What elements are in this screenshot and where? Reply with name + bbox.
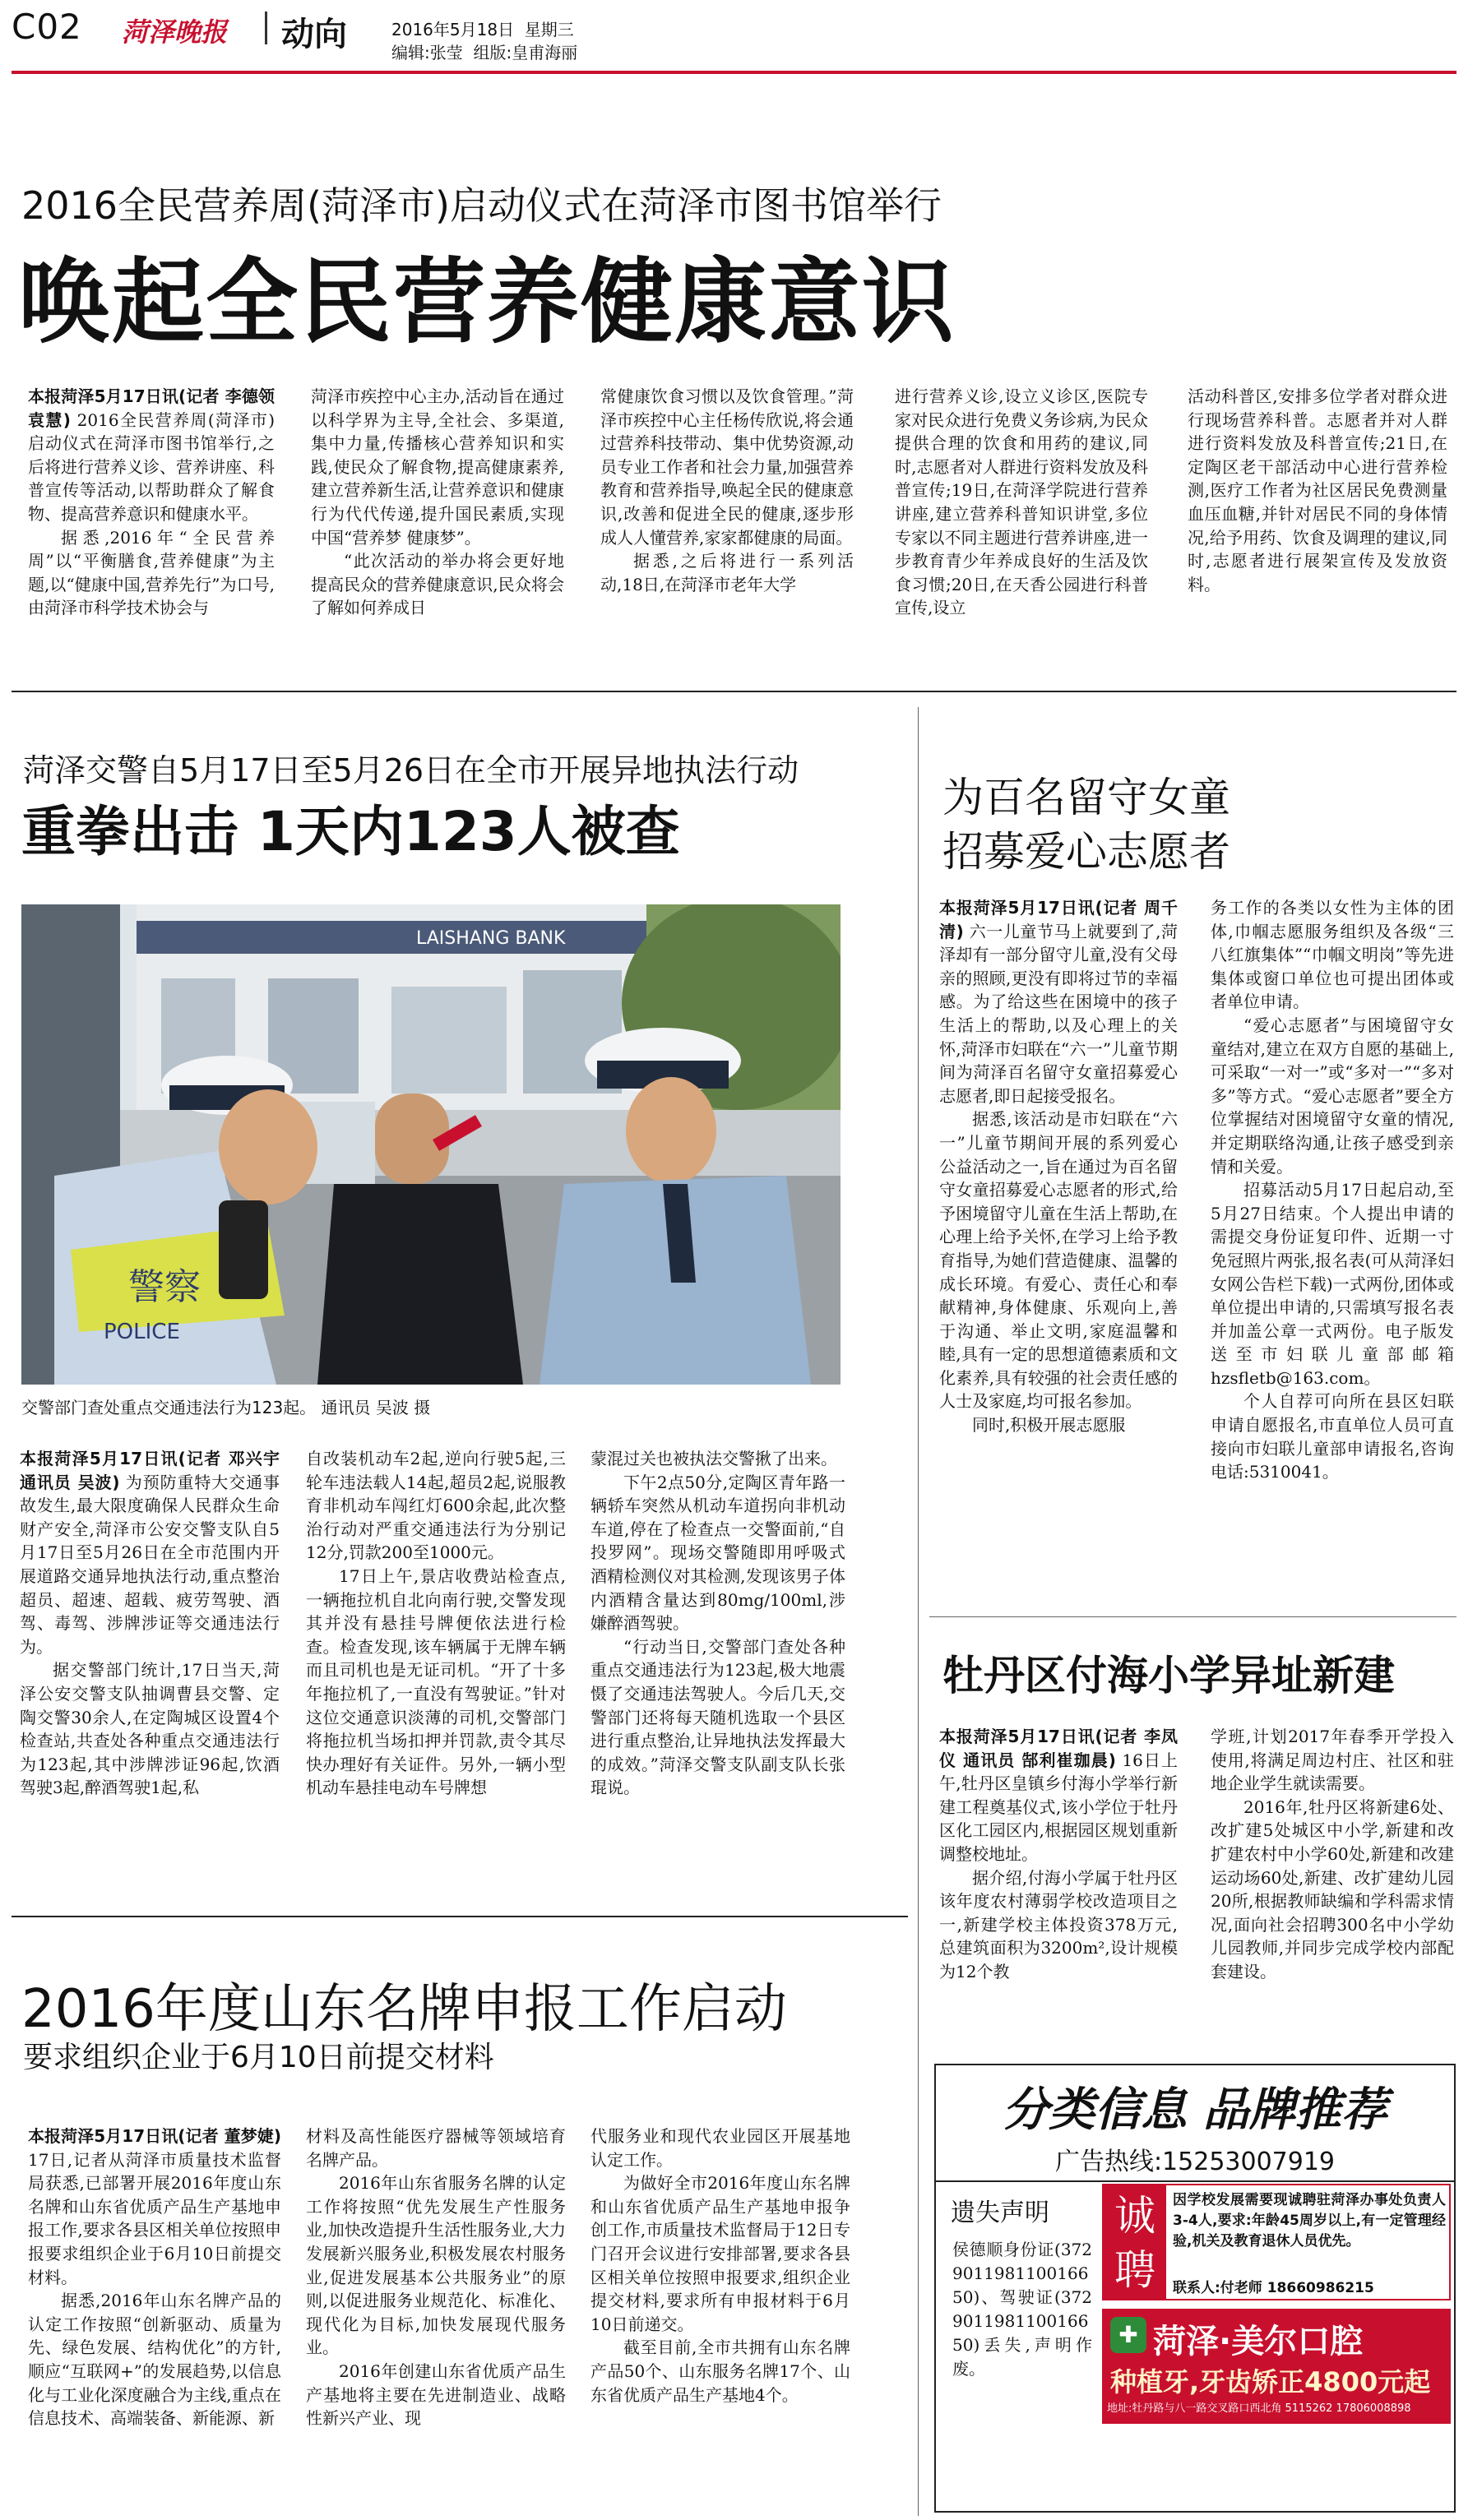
article2-headline: 重拳出击 1天内123人被查 [21,800,680,863]
article5-text: 2016年创建山东省优质产品生产基地将主要在先进制造业、战略性新兴产业、现 [306,2360,566,2429]
dental-ad [1102,2309,1451,2424]
article2-text: 据交警部门统计,17日当天,菏泽公安交警支队抽调曹县交警、定陶交警30余人,在定陶城区设置4个检查站,共查处各种重点交通违法行为123起,其中涉牌涉证96起,饮酒驾驶3起,醉酒驾驶1起,私 [20,1660,280,1798]
dental-tooth-icon: ✚ [1110,2317,1146,2353]
classifieds-title: 分类信息 品牌推荐 [1003,2083,1387,2137]
article3-headline-line2: 招募爱心志愿者 [942,828,1230,876]
article1-text: “此次活动的举办将会更好地提高民众的营养健康意识,民众将会了解如何养成日 [311,551,564,618]
article5-text: 17日,记者从菏泽市质量技术监督局获悉,已部署开展2016年度山东名牌和山东省优质产品生产基地申报工作,要求各县区相关单位按照申报要求组织企业于6月10日前提交材料。 [28,2149,281,2287]
article3-text: 个人自荐可向所在县区妇联申请自愿报名,市直单位人员可直接向市妇联儿童部申请报名,咨询电话:5310041。 [1211,1391,1454,1482]
issue-weekday: 星期三 [524,20,574,39]
column-divider [918,707,919,2516]
recruit-contact: 联系人:付老师 18660986215 [1173,2280,1374,2296]
article2-col-3 [590,1447,845,1896]
article4-text: 据介绍,付海小学属于牡丹区该年度农村薄弱学校改造项目之一,新建学校主体投资378万元,总建筑面积为3200m²,设计规模为12个教 [939,1867,1178,1981]
recruit-text: 因学校发展需要现诚聘驻菏泽办事处负责人3-4人,要求:年龄45周岁以上,有一定管理经验,机关及教育退休人员优先。 [1173,2192,1446,2250]
article2-text: 自改装机动车2起,逆向行驶5起,三轮车违法载人14起,超员2起,说服教育非机动车闯红灯600余起,此次整治行动对严重交通违法行为分别记12分,罚款200至1000元。 [306,1449,566,1563]
photo-vest-text-police-en: POLICE [104,1320,180,1344]
article3-headline-line1: 为百名留守女童 [942,774,1230,821]
article2-text: 下午2点50分,定陶区青年路一辆轿车突然从机动车道拐向非机动车道,停在了检查点一交警面前,“自投罗网”。现场交警随即用呼吸式酒精检测仪对其检测,发现该男子体内酒精含量达到80mg/100ml,涉嫌醉酒驾驶。 [590,1472,845,1634]
designer-name: 组版:皇甫海丽 [473,43,578,62]
classifieds-title-rule [936,2180,1454,2182]
article2-byline: 本报菏泽5月17日讯(记者 邓兴宇 通讯员 吴波) [20,1449,280,1492]
page-code: C02 [12,7,82,47]
classifieds-hotline: 广告热线:15253007919 [1054,2148,1336,2176]
article1-text: 进行营养义诊,设立义诊区,医院专家对民众进行免费义务诊病,为民众提供合理的饮食和用药的建议,同时,志愿者对人群进行资料发放及科普宣传;19日,在菏泽学院进行营养讲座,建立营养科普知识讲堂,多位专家以不同主题进行营养讲座,进一步教育青少年养成良好的生活及饮食习惯;20日,在天香公园进行科普宣传,设立 [895,386,1148,618]
article4-col-1 [939,1725,1178,2054]
photo-vest-text-police-cn: 警察 [128,1266,201,1308]
article5-subhead: 要求组织企业于6月10日前提交材料 [23,2041,494,2074]
article2-col-2 [306,1447,566,1896]
editor-name: 编辑:张莹 [391,43,463,62]
article5-col-1 [28,2125,281,2511]
recruit-ad [1102,2184,1451,2300]
article4-col-2 [1211,1725,1454,2054]
issue-date [391,16,574,40]
article2-text: 17日上午,景店收费站检查点,一辆拖拉机自北向南行驶,交警发现其并没有悬挂号牌便依法进行检查。检查发现,该车辆属于无牌车辆而且司机也是无证司机。“开了十多年拖拉机了,一直没有驾驶证。”针对这位交通意识淡薄的司机,交警部门将拖拉机当场扣押并罚款,责令其尽快办理好有关证件。另外,一辆小型机动车悬挂电动车号牌想 [306,1565,566,1798]
article1-col-2 [311,385,564,664]
masthead-divider [265,12,267,44]
article4-text: 2016年,牡丹区将新建6处、改扩建5处城区中小学,新建和改扩建农村中小学60处,新建和改建运动场60处,新建、改扩建幼儿园20所,根据教师缺编和学科需求情况,面向社会招聘300名中小学幼儿园教师,并同步完成学校内部配套建设。 [1211,1796,1454,1981]
news-photo [21,904,841,1385]
article3-text: 六一儿童节马上就要到了,菏泽却有一部分留守儿童,没有父母亲的照顾,更没有即将过节的幸福感。为了给这些在困境中的孩子生活上的帮助,以及心理上的关怀,菏泽市妇联在“六一”儿童节期间为菏泽百名留守女童招募爱心志愿者,即日起接受报名。 [939,921,1178,1106]
article3-text: 据悉,该活动是市妇联在“六一”儿童节期间开展的系列爱心公益活动之一,旨在通过为百名留守女童招募爱心志愿者的形式,给予困境留守儿童在生活上帮助,在心理上给予关怀,在学习上给予教育指导,为她们营造健康、温馨的成长环境。有爱心、责任心和奉献精神,身体健康、乐观向上,善于沟通、举止文明,家庭温馨和睦,具有一定的思想道德素质和文化素养,具有较强的社会责任感的人士及家庭,均可报名参加。 [939,1109,1178,1412]
article3-col-2 [1211,896,1454,1620]
article5-byline: 本报菏泽5月17日讯(记者 董梦婕) [28,2126,281,2146]
article5-col-3 [590,2125,850,2511]
article3-byline: 本报菏泽5月17日讯(记者 周千清) [939,898,1178,941]
article5-text: 材料及高性能医疗器械等领域培育名牌产品。 [306,2126,566,2170]
article1-text: 菏泽市疾控中心主办,活动旨在通过以科学界为主导,全社会、多渠道,集中力量,传播核心营养知识和实践,使民众了解食物,提高健康素养,建立营养新生活,让营养意识和健康行为代代传递,提升国民素质,实现中国“营养梦 健康梦”。 [311,386,564,548]
article1-col-1 [28,385,275,664]
article1-bottom-rule [12,691,1456,692]
article1-col-5 [1188,385,1447,664]
news-photo-illustration [21,904,841,1385]
article5-col-2 [306,2125,566,2511]
masthead-rule [12,71,1456,74]
lost-notice-title: 遗失声明 [951,2199,1049,2227]
article1-text: 常健康饮食习惯以及饮食管理。”菏泽市疾控中心主任杨传欣说,将会通过营养科技带动、集中优势资源,动员专业工作者和社会力量,加强营养教育和营养指导,唤起全民的健康意识,改善和促进全民的健康,逐步形成人人懂营养,家家都健康的局面。 [600,386,854,548]
photo-bank-sign: LAISHANG BANK [416,928,566,949]
recruit-badge: 诚聘 [1104,2185,1166,2299]
article1-col-4 [895,385,1148,664]
article2-kicker: 菏泽交警自5月17日至5月26日在全市开展异地执法行动 [23,752,799,788]
article1-kicker: 2016全民营养周(菏泽市)启动仪式在菏泽市图书馆举行 [21,183,942,228]
article3-text: 招募活动5月17日起启动,至5月27日结束。个人提出申请的需提交身份证复印件、近期一寸免冠照片两张,报名表(可从菏泽妇女网公告栏下载)一式两份,团体或单位提出申请的,只需填写报名表并加盖公章一式两份。电子版发送至市妇联儿童部邮箱hzsfletb@163.com。 [1211,1180,1454,1388]
article2-col-1 [20,1447,280,1896]
article5-text: 据悉,2016年山东名牌产品的认定工作按照“创新驱动、质量为先、绿色发展、结构优化”的方针,顺应“互联网+”的发展趋势,以信息化与工业化深度融合为主线,重点在信息技术、高端装备、新能源、新 [28,2291,281,2429]
article5-headline: 2016年度山东名牌申报工作启动 [21,1979,787,2040]
article1-text: 据悉,之后将进行一系列活动,18日,在菏泽市老年大学 [600,551,854,594]
article3-text: “爱心志愿者”与困境留守女童结对,建立在双方自愿的基础上,可采取“一对一”或“多对一”“多对多”等方式。“爱心志愿者”要全方位掌握结对困境留守女童的情况,并定期联络沟通,让孩子感受到亲情和关爱。 [1211,1015,1454,1177]
article3-text: 同时,积极开展志愿服 [972,1415,1126,1436]
article1-text: 活动科普区,安排多位学者对群众进行现场营养科普。志愿者并对人群进行资料发放及科普宣传;21日,在定陶区老干部活动中心进行营养检测,医疗工作者为社区居民免费测量血压血糖,并针对居民不同的身体情况,给予用药、饮食及调理的建议,同时,志愿者进行展架宣传及发放资料。 [1188,386,1447,594]
article1-byline: 本报菏泽5月17日讯(记者 李德领 袁慧) [28,386,275,430]
article2-text: 蒙混过关也被执法交警揪了出来。 [590,1449,837,1468]
photo-caption: 交警部门查处重点交通违法行为123起。 通讯员 吴波 摄 [21,1398,431,1417]
article5-text: 截至目前,全市共拥有山东名牌产品50个、山东服务名牌17个、山东省优质产品生产基地4个。 [590,2337,850,2405]
article4-text: 16日上午,牡丹区皇镇乡付海小学举行新建工程奠基仪式,该小学位于牡丹区化工园区内,根据园区规划重新调整校地址。 [939,1750,1178,1864]
article3-col-1 [939,896,1178,1620]
lost-notice-text: 侯德顺身份证(372901198110016650)、驾驶证(372901198110016650)丢失,声明作废。 [952,2240,1092,2379]
article4-headline: 牡丹区付海小学异址新建 [942,1652,1395,1699]
article5-top-rule [12,1916,908,1917]
article3-bottom-rule [929,1616,1456,1617]
article5-text: 代服务业和现代农业园区开展基地认定工作。 [590,2126,850,2170]
article1-col-3 [600,385,854,664]
article2-text: “行动当日,交警部门查处各种重点交通违法行为123起,极大地震慑了交通违法驾驶人。今后几天,交警部门还将每天随机选取一个县区进行重点整治,让异地执法发挥最大的成效。”菏泽交警支队副支队长张琨说。 [590,1636,845,1798]
article1-headline: 唤起全民营养健康意识 [18,249,956,356]
article3-text: 务工作的各类以女性为主体的团体,巾帼志愿服务组织及各级“三八红旗集体”“巾帼文明岗”等先进集体或窗口单位也可提出团体或者单位申请。 [1211,898,1454,1012]
dental-address: 地址:牡丹路与八一路交叉路口西北角 5115262 17806008898 [1107,2402,1411,2415]
paper-name-logo: 菏泽晚报 [122,16,228,48]
article5-text: 为做好全市2016年度山东名牌和山东省优质产品生产基地申报争创工作,市质量技术监督局于12日专门召开会议进行安排部署,要求各县区相关单位按照申报要求,组织企业提交材料,要求所有申报材料于6月10日前递交。 [590,2173,850,2334]
issue-date-text: 2016年5月18日 [391,20,515,39]
article2-text: 为预防重特大交通事故发生,最大限度确保人民群众生命财产安全,菏泽市公安交警支队自5月17日至5月26日在全市范围内开展道路交通异地执法行动,重点整治超员、超速、超载、疲劳驾驶、酒驾、毒驾、涉牌涉证等交通违法行为。 [20,1472,280,1657]
editor-credits [391,39,577,63]
article4-byline: 本报菏泽5月17日讯(记者 李凤仪 通讯员 郜利崔珈晨) [939,1727,1178,1770]
article1-text: 据悉,2016年“全民营养周”以“平衡膳食,营养健康”为主题,以“健康中国,营养先行”为口号,由菏泽市科学技术协会与 [28,527,275,618]
dental-offer: 种植牙,牙齿矫正4800元起 [1110,2366,1431,2397]
dental-brand: 菏泽·美尔口腔 [1153,2323,1364,2360]
article5-text: 2016年山东省服务名牌的认定工作将按照“优先发展生产性服务业,加快改造提升生活性服务业,大力发展新兴服务业,积极发展农村服务业,促进发展基本公共服务业”的原则,以促进服务业规范化、标准化、现代化为目标,加快发展现代服务业。 [306,2173,566,2358]
article4-text: 学班,计划2017年春季开学投入使用,将满足周边村庄、社区和驻地企业学生就读需要。 [1211,1727,1454,1794]
section-name: 动向 [281,16,347,53]
classifieds-box [934,2064,1456,2513]
article1-text: 2016全民营养周(菏泽市)启动仪式在菏泽市图书馆举行,之后将进行营养义诊、营养讲座、科普宣传等活动,以帮助群众了解食物、提高营养意识和健康水平。 [28,409,275,524]
